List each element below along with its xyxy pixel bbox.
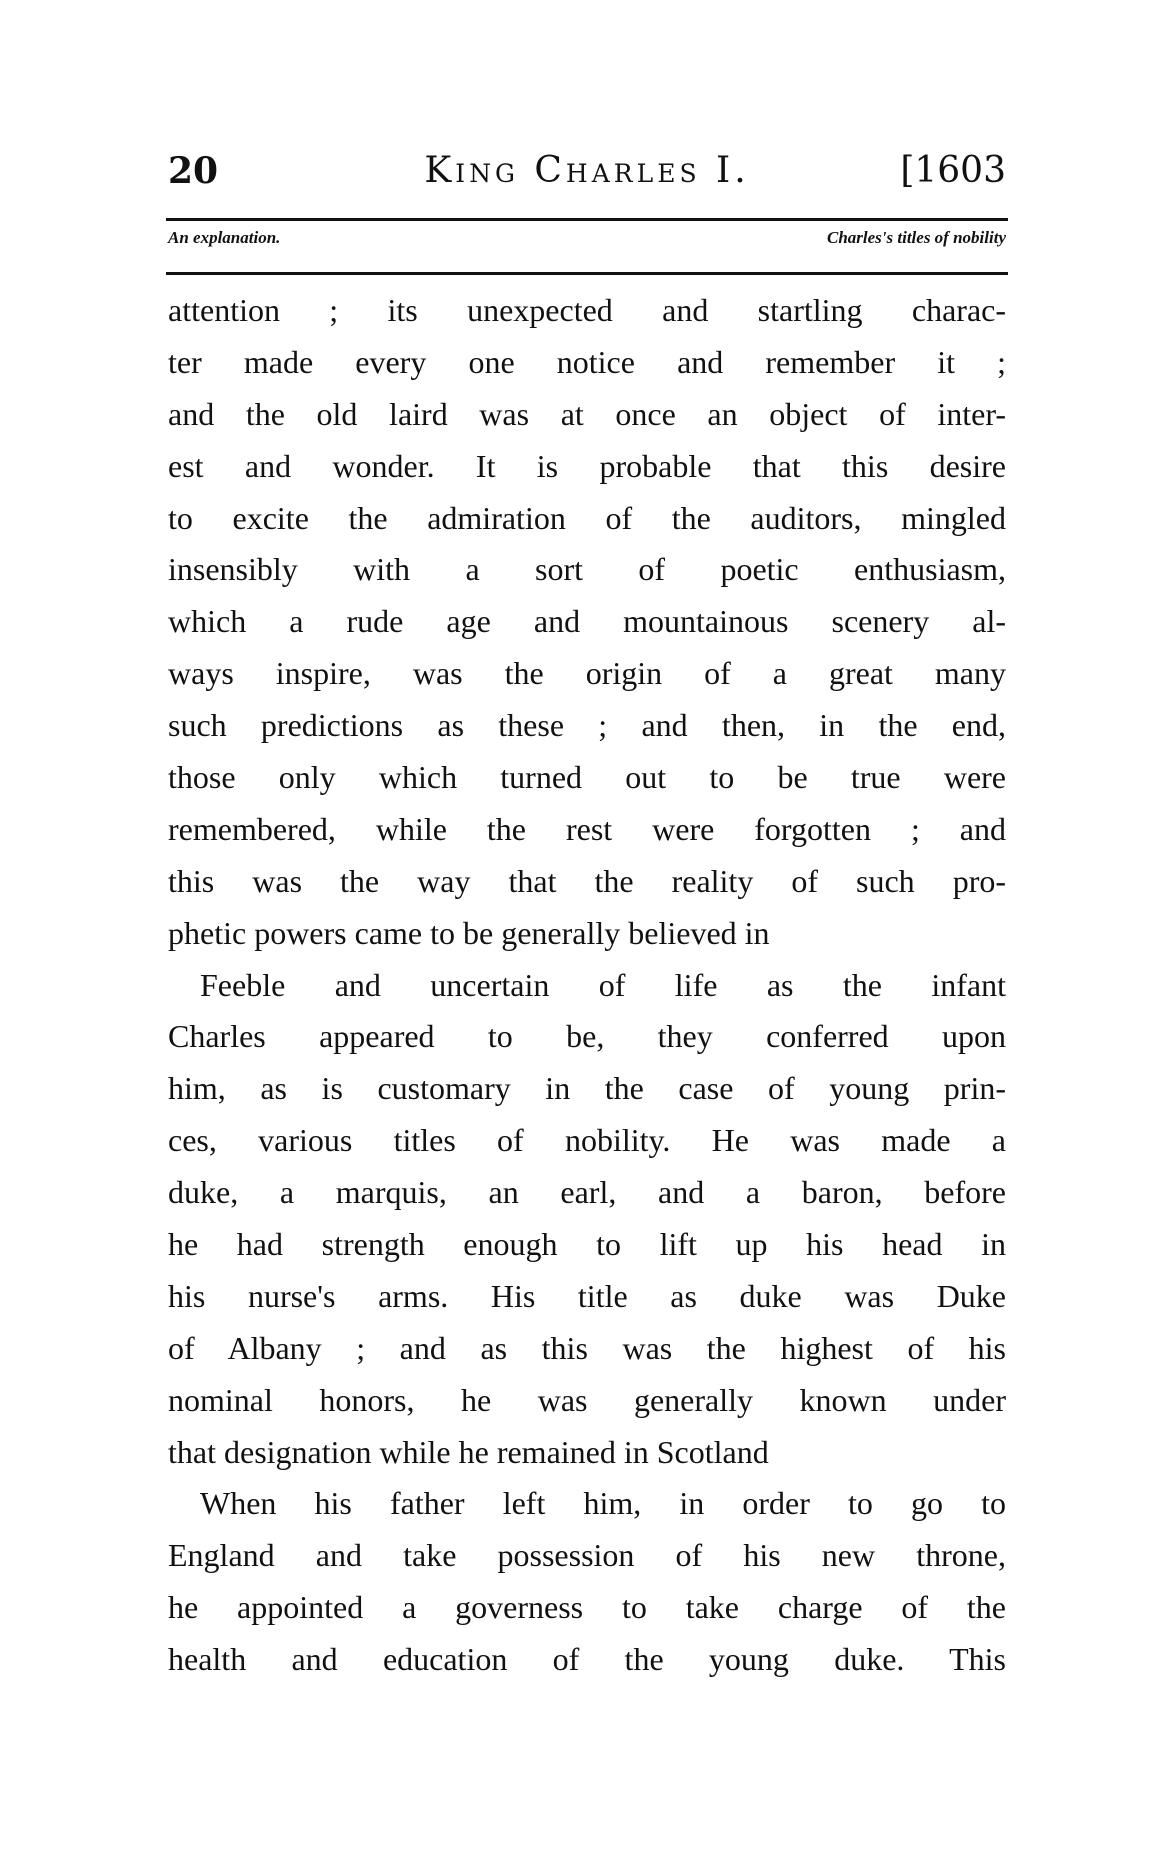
text-line: England and take possession of his new throne, bbox=[168, 1537, 1006, 1574]
body-text bbox=[168, 285, 1006, 1686]
text-line: Feeble and uncertain of life as the infant bbox=[200, 966, 1006, 1003]
text-line: When his father left him, in order to go to bbox=[200, 1485, 1006, 1522]
text-line: ways inspire, was the origin of a great many bbox=[168, 655, 1006, 692]
text-line: phetic powers came to be generally believed in bbox=[168, 914, 770, 951]
text-line: that designation while he remained in Scotland bbox=[168, 1433, 769, 1470]
text-line: health and education of the young duke. This bbox=[168, 1641, 1006, 1678]
year-marker: [1603 bbox=[900, 150, 1006, 191]
text-line: this was the way that the reality of such pro- bbox=[168, 862, 1006, 899]
text-line: those only which turned out to be true were bbox=[168, 759, 1006, 796]
text-line: he had strength enough to lift up his head in bbox=[168, 1226, 1006, 1263]
header-rule-top bbox=[166, 218, 1008, 221]
page-number: 20 bbox=[168, 150, 219, 192]
header-rule-bottom bbox=[166, 272, 1008, 275]
text-line: which a rude age and mountainous scenery al- bbox=[168, 603, 1006, 640]
side-heading-left: An explanation. bbox=[168, 228, 281, 247]
text-line: ter made every one notice and remember it ; bbox=[168, 343, 1006, 380]
running-title: King Charles I. bbox=[424, 150, 750, 191]
text-line: he appointed a governess to take charge of the bbox=[168, 1589, 1006, 1626]
text-line: attention ; its unexpected and startling charac- bbox=[168, 292, 1006, 328]
side-heading-right: Charles's titles of nobility bbox=[827, 228, 1006, 247]
running-header bbox=[168, 150, 1006, 200]
text-line: duke, a marquis, an earl, and a baron, before bbox=[168, 1174, 1006, 1211]
text-line: such predictions as these ; and then, in the end, bbox=[168, 707, 1006, 744]
text-line: remembered, while the rest were forgotten ; and bbox=[168, 810, 1006, 847]
text-line: to excite the admiration of the auditors, mingled bbox=[168, 499, 1006, 536]
text-line: Charles appeared to be, they conferred upon bbox=[168, 1018, 1006, 1055]
text-line: nominal honors, he was generally known under bbox=[168, 1381, 1006, 1418]
text-line: his nurse's arms. His title as duke was Duke bbox=[168, 1277, 1006, 1314]
text-line: insensibly with a sort of poetic enthusiasm, bbox=[168, 551, 1006, 588]
text-line: him, as is customary in the case of young prin- bbox=[168, 1070, 1006, 1107]
text-line: of Albany ; and as this was the highest of his bbox=[168, 1329, 1006, 1366]
text-line: ces, various titles of nobility. He was made a bbox=[168, 1122, 1006, 1159]
text-line: est and wonder. It is probable that this desire bbox=[168, 447, 1006, 484]
text-line: and the old laird was at once an object of inter- bbox=[168, 395, 1006, 432]
